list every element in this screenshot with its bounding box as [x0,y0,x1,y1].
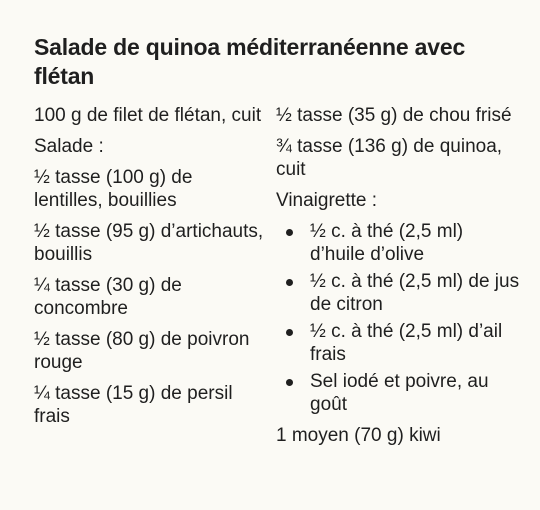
recipe-title: Salade de quinoa méditerranéenne avec flétan [34,34,466,89]
section-label-salad: Salade : [34,136,104,157]
ingredient-kiwi: 1 moyen (70 g) kiwi [276,425,441,446]
ingredient-quinoa: ¾ tasse (136 g) de quinoa, cuit [276,136,503,180]
ingredients-left-column [34,104,264,436]
vinaigrette-olive-oil: ½ c. à thé (2,5 ml) d’huile d’olive [276,220,521,266]
vinaigrette-salt-pepper: Sel iodé et poivre, au goût [276,370,521,416]
ingredient-parsley: ¼ tasse (15 g) de persil frais [34,383,233,427]
vinaigrette-list [276,220,521,416]
vinaigrette-lemon-juice: ½ c. à thé (2,5 ml) de jus de citron [276,270,521,316]
ingredient-red-pepper: ½ tasse (80 g) de poivron rouge [34,329,250,373]
ingredients-right-column [276,104,521,455]
ingredient-cucumber: ¼ tasse (30 g) de concombre [34,275,182,319]
ingredient-kale: ½ tasse (35 g) de chou frisé [276,105,512,126]
section-label-vinaigrette: Vinaigrette : [276,190,378,211]
ingredient-artichokes: ½ tasse (95 g) d’artichauts, bouillis [34,221,264,265]
vinaigrette-garlic: ½ c. à thé (2,5 ml) d’ail frais [276,320,521,366]
ingredient-halibut: 100 g de filet de flétan, cuit [34,105,262,126]
ingredient-lentils: ½ tasse (100 g) de lentilles, bouillies [34,167,193,211]
